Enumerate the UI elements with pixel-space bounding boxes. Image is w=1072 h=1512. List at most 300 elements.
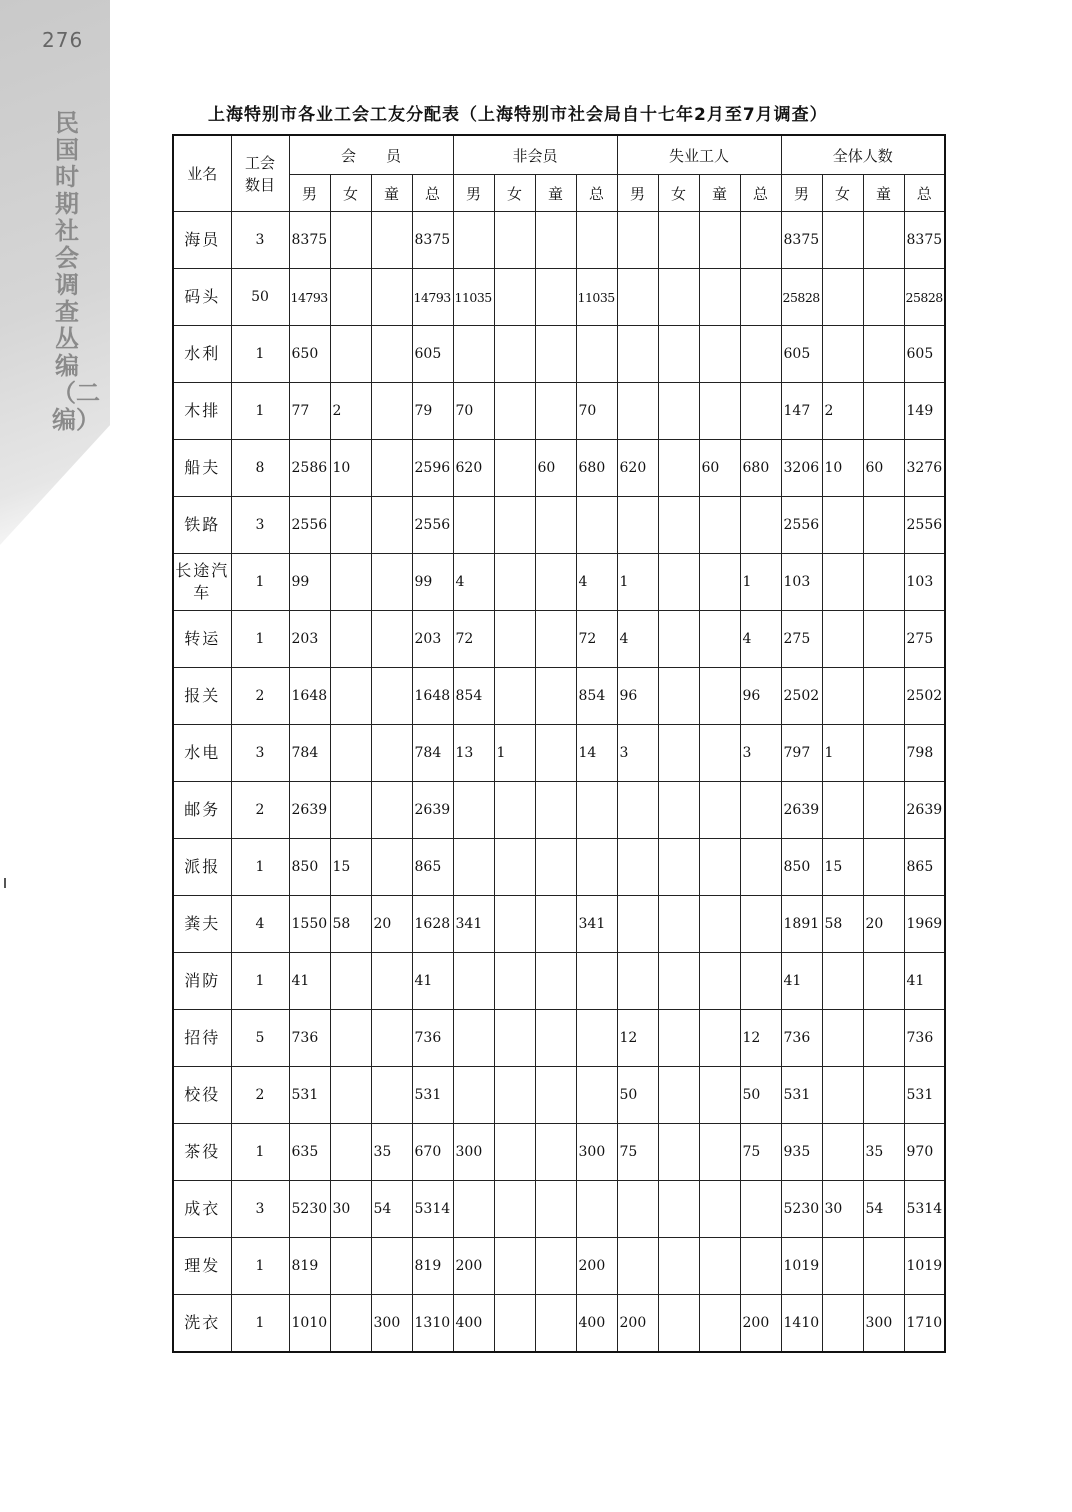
value-cell [863,497,904,554]
value-cell [494,497,535,554]
value-cell [535,953,576,1010]
value-cell: 4 [576,554,617,611]
union-count-cell: 3 [231,725,289,782]
value-cell: 4 [617,611,658,668]
value-cell: 14 [576,725,617,782]
value-cell [371,1238,412,1295]
industry-name-cell: 成衣 [173,1181,231,1238]
value-cell: 531 [289,1067,330,1124]
value-cell [740,782,781,839]
value-cell: 1 [822,725,863,782]
value-cell: 1 [740,554,781,611]
value-cell [822,1067,863,1124]
value-cell [699,1010,740,1067]
value-cell [617,953,658,1010]
header-unemployed: 失业工人 [617,135,781,175]
value-cell [822,953,863,1010]
value-cell: 275 [904,611,945,668]
value-cell [330,725,371,782]
value-cell [494,1124,535,1181]
value-cell: 70 [453,383,494,440]
value-cell [535,782,576,839]
value-cell: 531 [781,1067,822,1124]
value-cell: 680 [740,440,781,497]
value-cell [699,725,740,782]
value-cell [535,1124,576,1181]
value-cell [535,1181,576,1238]
value-cell [453,326,494,383]
value-cell [863,725,904,782]
value-cell [617,383,658,440]
value-cell: 5314 [904,1181,945,1238]
value-cell: 1 [617,554,658,611]
value-cell: 850 [289,839,330,896]
union-count-cell: 2 [231,782,289,839]
value-cell [330,212,371,269]
union-count-cell: 8 [231,440,289,497]
value-cell: 12 [617,1010,658,1067]
value-cell: 60 [535,440,576,497]
industry-name-cell: 洗衣 [173,1295,231,1353]
value-cell: 2639 [412,782,453,839]
value-cell [740,896,781,953]
value-cell [576,1067,617,1124]
value-cell: 60 [699,440,740,497]
value-cell: 50 [617,1067,658,1124]
value-cell: 41 [781,953,822,1010]
value-cell [658,668,699,725]
value-cell: 605 [904,326,945,383]
value-cell: 1710 [904,1295,945,1353]
value-cell [494,668,535,725]
value-cell [863,212,904,269]
value-cell: 99 [289,554,330,611]
table-row [173,668,945,725]
value-cell: 865 [904,839,945,896]
value-cell: 15 [822,839,863,896]
value-cell [330,269,371,326]
value-cell: 1550 [289,896,330,953]
value-cell: 77 [289,383,330,440]
value-cell: 35 [863,1124,904,1181]
union-count-cell: 2 [231,1067,289,1124]
value-cell: 2556 [412,497,453,554]
value-cell [576,326,617,383]
value-cell [822,1238,863,1295]
value-cell: 854 [453,668,494,725]
value-cell [494,1238,535,1295]
value-cell [822,1010,863,1067]
value-cell [740,269,781,326]
value-cell [658,1010,699,1067]
value-cell [699,896,740,953]
value-cell [822,782,863,839]
value-cell: 680 [576,440,617,497]
value-cell [576,1181,617,1238]
union-count-cell: 3 [231,212,289,269]
table-row [173,839,945,896]
value-cell [863,1010,904,1067]
value-cell [453,212,494,269]
value-cell [699,1181,740,1238]
table-row [173,440,945,497]
value-cell: 736 [412,1010,453,1067]
value-cell [740,1181,781,1238]
sub-header-cell: 男 [453,175,494,212]
value-cell [494,212,535,269]
value-cell: 58 [330,896,371,953]
value-cell: 200 [453,1238,494,1295]
value-cell [740,1238,781,1295]
table-row [173,896,945,953]
value-cell: 14793 [412,269,453,326]
value-cell [699,554,740,611]
value-cell: 1969 [904,896,945,953]
value-cell: 605 [412,326,453,383]
value-cell [658,383,699,440]
value-cell [699,1124,740,1181]
value-cell: 8375 [781,212,822,269]
value-cell [371,440,412,497]
value-cell: 15 [330,839,371,896]
table-title: 上海特别市各业工会工友分配表（上海特别市社会局自十七年2月至7月调查） [208,105,828,125]
value-cell: 819 [412,1238,453,1295]
sub-header-cell: 童 [699,175,740,212]
value-cell [494,611,535,668]
value-cell: 72 [453,611,494,668]
value-cell [453,1067,494,1124]
value-cell: 8375 [412,212,453,269]
value-cell: 50 [740,1067,781,1124]
value-cell: 13 [453,725,494,782]
value-cell [658,212,699,269]
sub-header-cell: 总 [576,175,617,212]
margin-mark [4,878,6,888]
sub-header-cell: 总 [904,175,945,212]
value-cell [494,1010,535,1067]
value-cell [617,782,658,839]
value-cell: 819 [289,1238,330,1295]
value-cell [658,1295,699,1353]
value-cell [535,212,576,269]
value-cell [658,782,699,839]
table-row [173,725,945,782]
union-count-cell: 3 [231,497,289,554]
value-cell: 400 [576,1295,617,1353]
sub-header-cell: 总 [740,175,781,212]
table-row [173,1295,945,1353]
value-cell: 400 [453,1295,494,1353]
value-cell: 275 [781,611,822,668]
union-count-cell: 1 [231,1238,289,1295]
value-cell [822,212,863,269]
value-cell [371,554,412,611]
value-cell: 60 [863,440,904,497]
value-cell: 1891 [781,896,822,953]
value-cell [740,953,781,1010]
table-body [173,212,945,1353]
value-cell [740,212,781,269]
value-cell [453,782,494,839]
value-cell: 531 [412,1067,453,1124]
value-cell: 58 [822,896,863,953]
value-cell: 2556 [904,497,945,554]
value-cell [453,1181,494,1238]
value-cell [494,1295,535,1353]
value-cell [371,383,412,440]
union-count-cell: 1 [231,1124,289,1181]
industry-name-cell: 水利 [173,326,231,383]
industry-name-cell: 木排 [173,383,231,440]
value-cell [453,953,494,1010]
value-cell: 3 [617,725,658,782]
value-cell [699,839,740,896]
value-cell: 8375 [289,212,330,269]
value-cell: 12 [740,1010,781,1067]
value-cell [535,269,576,326]
value-cell: 200 [576,1238,617,1295]
value-cell: 1628 [412,896,453,953]
value-cell: 2639 [781,782,822,839]
value-cell: 2596 [412,440,453,497]
value-cell [371,269,412,326]
value-cell: 2 [330,383,371,440]
value-cell: 4 [453,554,494,611]
union-count-cell: 4 [231,896,289,953]
value-cell [617,1238,658,1295]
value-cell [330,611,371,668]
value-cell: 1019 [904,1238,945,1295]
value-cell: 147 [781,383,822,440]
value-cell [658,554,699,611]
industry-name-cell: 船夫 [173,440,231,497]
value-cell: 300 [371,1295,412,1353]
value-cell [740,497,781,554]
value-cell [863,326,904,383]
value-cell: 54 [371,1181,412,1238]
sub-header-cell: 总 [412,175,453,212]
value-cell [535,554,576,611]
value-cell [699,212,740,269]
value-cell: 5314 [412,1181,453,1238]
value-cell [740,383,781,440]
value-cell: 30 [330,1181,371,1238]
industry-name-cell: 长途汽车 [173,554,231,611]
union-count-cell: 1 [231,953,289,1010]
table-row [173,269,945,326]
value-cell: 54 [863,1181,904,1238]
industry-name-cell: 铁路 [173,497,231,554]
value-cell: 865 [412,839,453,896]
value-cell [494,953,535,1010]
value-cell [863,269,904,326]
value-cell [453,497,494,554]
sub-header-cell: 童 [371,175,412,212]
union-count-cell: 50 [231,269,289,326]
value-cell: 854 [576,668,617,725]
table-row [173,1238,945,1295]
value-cell [863,383,904,440]
page-number: 276 [42,28,84,52]
sub-header-row [173,175,945,212]
value-cell [535,839,576,896]
value-cell [494,1067,535,1124]
value-cell [863,1238,904,1295]
value-cell: 75 [740,1124,781,1181]
value-cell: 96 [617,668,658,725]
value-cell: 79 [412,383,453,440]
value-cell: 341 [453,896,494,953]
value-cell [330,1295,371,1353]
value-cell: 935 [781,1124,822,1181]
table-row [173,953,945,1010]
value-cell [863,554,904,611]
table-row [173,326,945,383]
value-cell [576,497,617,554]
value-cell: 784 [412,725,453,782]
table-row [173,1067,945,1124]
sub-header-cell: 女 [822,175,863,212]
value-cell: 736 [781,1010,822,1067]
value-cell [822,326,863,383]
value-cell [658,725,699,782]
value-cell: 96 [740,668,781,725]
value-cell: 3 [740,725,781,782]
value-cell: 341 [576,896,617,953]
industry-name-cell: 码头 [173,269,231,326]
sub-header-cell: 男 [617,175,658,212]
value-cell: 300 [453,1124,494,1181]
value-cell [576,839,617,896]
value-cell: 620 [617,440,658,497]
value-cell [330,1010,371,1067]
union-count-cell: 5 [231,1010,289,1067]
value-cell [658,440,699,497]
sub-header-cell: 童 [535,175,576,212]
value-cell: 203 [289,611,330,668]
value-cell [494,896,535,953]
header-members: 会 员 [289,135,453,175]
value-cell: 149 [904,383,945,440]
table-row [173,554,945,611]
value-cell [658,896,699,953]
table-row [173,383,945,440]
header-union-count: 工会数目 [231,135,289,212]
value-cell [699,269,740,326]
sub-header-cell: 女 [330,175,371,212]
header-industry: 业名 [173,135,231,212]
value-cell [330,326,371,383]
value-cell [863,953,904,1010]
value-cell [699,383,740,440]
value-cell: 300 [576,1124,617,1181]
value-cell: 2 [822,383,863,440]
value-cell: 10 [330,440,371,497]
table-row [173,1010,945,1067]
value-cell [371,725,412,782]
value-cell: 797 [781,725,822,782]
value-cell [863,668,904,725]
value-cell [617,326,658,383]
value-cell [863,839,904,896]
union-count-cell: 1 [231,383,289,440]
value-cell [617,212,658,269]
value-cell: 4 [740,611,781,668]
value-cell [371,611,412,668]
value-cell [330,1067,371,1124]
union-count-cell: 1 [231,554,289,611]
industry-name-cell: 消防 [173,953,231,1010]
value-cell: 1648 [412,668,453,725]
header-non-members: 非会员 [453,135,617,175]
header-total-people: 全体人数 [781,135,945,175]
value-cell: 2502 [781,668,822,725]
value-cell: 300 [863,1295,904,1353]
value-cell [494,326,535,383]
union-count-cell: 1 [231,326,289,383]
union-count-cell: 2 [231,668,289,725]
value-cell [535,1010,576,1067]
value-cell [863,1067,904,1124]
value-cell [371,782,412,839]
value-cell [371,1010,412,1067]
value-cell [617,1181,658,1238]
union-count-cell: 1 [231,611,289,668]
value-cell [535,1067,576,1124]
industry-name-cell: 理发 [173,1238,231,1295]
value-cell [863,611,904,668]
value-cell: 35 [371,1124,412,1181]
value-cell: 41 [289,953,330,1010]
value-cell [535,383,576,440]
value-cell [453,839,494,896]
union-count-cell: 1 [231,1295,289,1353]
value-cell: 2639 [289,782,330,839]
value-cell [658,1124,699,1181]
value-cell: 203 [412,611,453,668]
value-cell [822,554,863,611]
value-cell: 70 [576,383,617,440]
value-cell [699,1238,740,1295]
industry-name-cell: 校役 [173,1067,231,1124]
value-cell [371,497,412,554]
sub-header-cell: 男 [289,175,330,212]
book-series-title: 民国时期社会调查丛编（二编） [52,109,100,434]
value-cell: 620 [453,440,494,497]
value-cell [494,1181,535,1238]
value-cell: 11035 [453,269,494,326]
value-cell: 5230 [781,1181,822,1238]
value-cell [822,269,863,326]
value-cell [658,326,699,383]
value-cell [658,497,699,554]
value-cell: 970 [904,1124,945,1181]
value-cell: 200 [740,1295,781,1353]
value-cell: 99 [412,554,453,611]
value-cell: 1310 [412,1295,453,1353]
value-cell: 14793 [289,269,330,326]
value-cell [535,668,576,725]
value-cell: 670 [412,1124,453,1181]
value-cell: 2586 [289,440,330,497]
value-cell [371,212,412,269]
value-cell: 1 [494,725,535,782]
sub-header-cell: 女 [658,175,699,212]
value-cell [494,440,535,497]
value-cell [330,782,371,839]
value-cell [576,1010,617,1067]
value-cell: 8375 [904,212,945,269]
